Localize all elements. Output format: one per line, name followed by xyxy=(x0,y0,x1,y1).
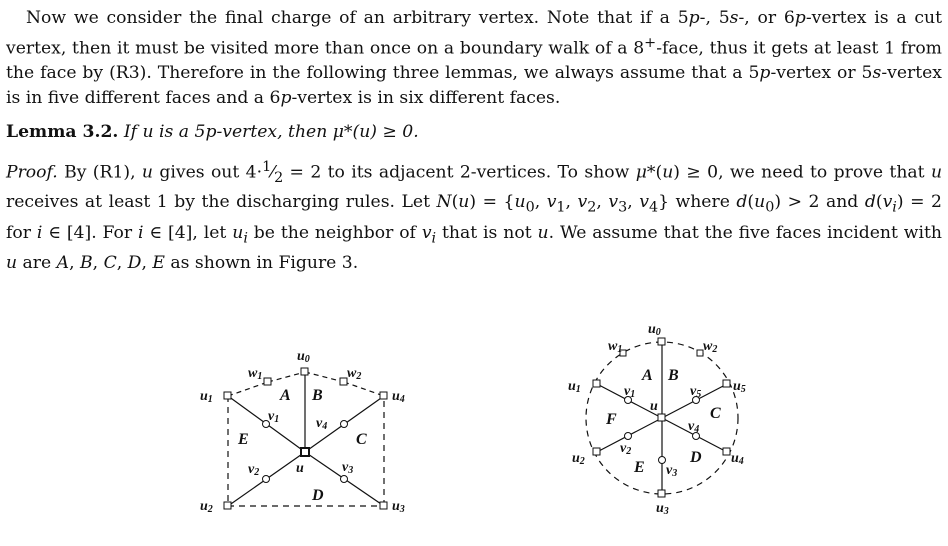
face-A: A xyxy=(642,367,653,384)
vertex-u0 xyxy=(301,368,308,375)
vertex-u1 xyxy=(224,392,231,399)
vertex-v2 xyxy=(625,433,632,440)
label-u: u xyxy=(650,399,658,414)
vertex-u3 xyxy=(380,502,387,509)
label-w2: w2 xyxy=(347,366,362,382)
label-u3: u3 xyxy=(392,499,405,515)
vertex-u0 xyxy=(658,338,665,345)
label-v3: v3 xyxy=(342,460,354,476)
face-C: C xyxy=(710,405,721,422)
vertex-u2 xyxy=(593,448,600,455)
label-u5: u5 xyxy=(733,379,746,395)
lemma-label: Lemma 3.2. xyxy=(6,122,119,143)
face-E: E xyxy=(238,431,249,448)
face-F: F xyxy=(606,411,617,428)
vertex-v3 xyxy=(659,457,666,464)
vertex-u1 xyxy=(593,380,600,387)
lemma-3-2 xyxy=(6,120,942,145)
paragraph-intro: Now we consider the final charge of an arbitrary vertex. Note that if a 5p-, 5s-, or 6p-vertex is a cut vertex, then it must be visited more than once on a boundary walk of a 8+-face, thus it gets at least 1 from the face by (R3). Therefore in the following three lemmas, we always assume that a 5p-vertex or 5s-vertex is in five different faces and a 6p-vertex is in six different faces. xyxy=(6,8,942,108)
face-C: C xyxy=(356,431,367,448)
vertex-v2 xyxy=(263,476,270,483)
label-v1: v1 xyxy=(268,409,280,425)
label-u0: u0 xyxy=(648,322,661,338)
face-A: A xyxy=(280,387,291,404)
label-u4: u4 xyxy=(731,451,744,467)
label-v4: v4 xyxy=(316,416,328,432)
label-v3: v3 xyxy=(666,463,678,479)
paper-page xyxy=(6,6,942,275)
face-E: E xyxy=(634,459,645,476)
face-D: D xyxy=(690,449,702,466)
label-v1: v1 xyxy=(624,384,636,400)
vertex-u4 xyxy=(723,448,730,455)
face-B: B xyxy=(668,367,679,384)
edge-w1-u0-dashed xyxy=(268,372,305,382)
label-u: u xyxy=(296,461,304,476)
vertex-u4 xyxy=(380,392,387,399)
vertex-u xyxy=(301,448,309,456)
figure-left-5p-vertex xyxy=(190,340,420,520)
label-u0: u0 xyxy=(297,349,310,365)
vertex-u3 xyxy=(658,490,665,497)
face-D: D xyxy=(312,487,324,504)
label-w2: w2 xyxy=(703,339,718,355)
vertex-w2 xyxy=(340,378,347,385)
figure-right-6p-vertex xyxy=(560,320,760,520)
vertex-v3 xyxy=(341,476,348,483)
label-v2: v2 xyxy=(620,441,632,457)
edge-u0-w2-dashed xyxy=(305,372,344,382)
vertex-v4 xyxy=(341,421,348,428)
label-v2: v2 xyxy=(248,462,260,478)
label-u1: u1 xyxy=(568,379,581,395)
label-u4: u4 xyxy=(392,389,405,405)
edge-w2-u4-dashed xyxy=(344,382,384,396)
label-u2: u2 xyxy=(572,451,585,467)
face-B: B xyxy=(312,387,323,404)
label-v4: v4 xyxy=(688,419,700,435)
vertex-u xyxy=(658,414,665,421)
proof-paragraph: Proof. By (R1), u gives out $4\cdot^1⁄_2 = 2$ to its adjacent 2-vertices. To show μ*(u) ≥ 0, we need to prove that u receives at least 1 by the discharging rules. Let $N(u) = \{u_0$, $v_1$, $v_2$, $v_3$, $v_4$} where $d(u_0) > 2$ and $d(v_i) = 2$ for i ∈ [4]. For i ∈ [4], let $u_i$ be the neighbor of $v_i$ that is not u. We assume that the five faces incident with u are A, B, C, D, E as shown in Figure 3. xyxy=(6,158,943,273)
lemma-statement: If u is a 5p-vertex, then μ*(u) ≥ 0. xyxy=(123,122,419,143)
vertex-u5 xyxy=(723,380,730,387)
vertex-w1 xyxy=(264,378,271,385)
label-u3: u3 xyxy=(656,501,669,517)
proof-label: Proof. xyxy=(6,162,58,183)
vertex-u2 xyxy=(224,502,231,509)
edge-u1-w1-dashed xyxy=(228,382,268,396)
label-w1: w1 xyxy=(248,366,263,382)
label-u2: u2 xyxy=(200,499,213,515)
label-v5: v5 xyxy=(690,384,702,400)
label-w1: w1 xyxy=(608,339,623,355)
label-u1: u1 xyxy=(200,389,213,405)
